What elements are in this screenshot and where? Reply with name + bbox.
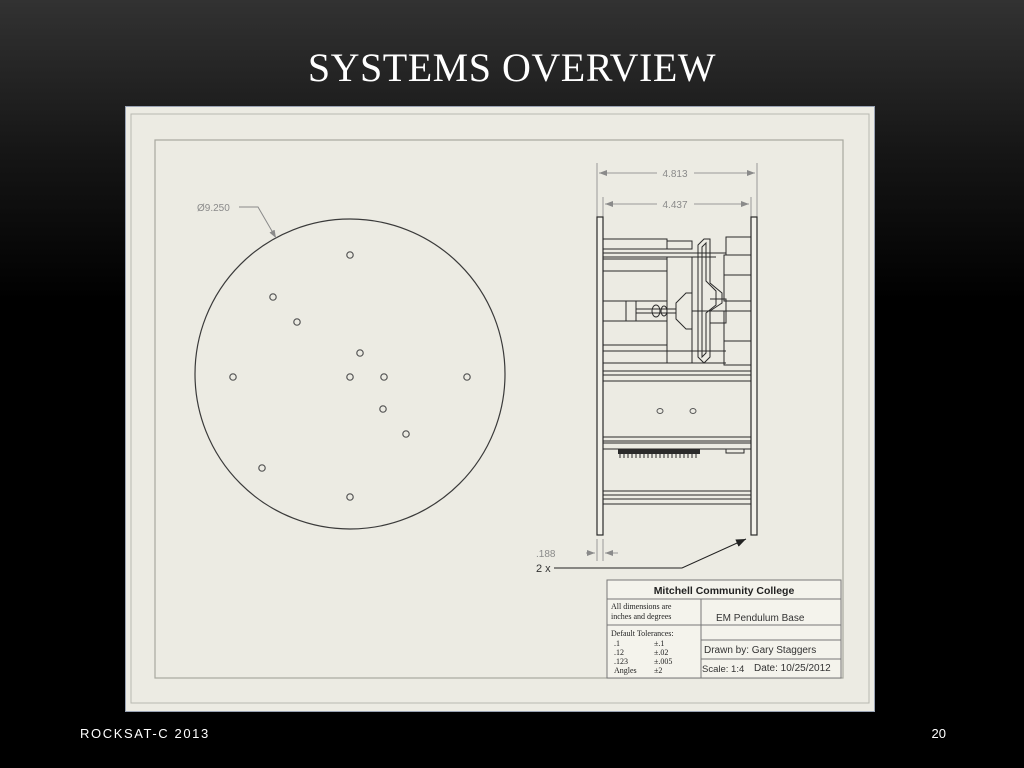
scale: Scale: 1:4 <box>702 664 745 675</box>
mounting-hole <box>347 374 353 380</box>
tol-1-label: .1 <box>614 639 620 648</box>
mounting-hole <box>347 252 353 258</box>
diameter-label: Ø9.250 <box>197 203 230 214</box>
middle-shelf <box>603 371 751 441</box>
footer-label: ROCKSAT-C 2013 <box>80 726 210 741</box>
tolerances-heading: Default Tolerances: <box>611 629 674 638</box>
slide-title: SYSTEMS OVERVIEW <box>307 45 717 90</box>
plate-count-leader <box>554 539 746 568</box>
dim-overall-width: 4.813 <box>662 169 688 180</box>
pendulum-mechanism <box>603 237 751 365</box>
tol-3-label: .123 <box>614 657 628 666</box>
mounting-hole <box>230 374 236 380</box>
units-note-line1: All dimensions are <box>611 602 672 611</box>
mounting-hole <box>357 350 363 356</box>
title-block <box>607 580 841 678</box>
tol-2-label: .12 <box>614 648 624 657</box>
mounting-holes <box>230 252 470 500</box>
mounting-hole <box>381 374 387 380</box>
mounting-hole <box>294 319 300 325</box>
dim-plate-thickness: .188 <box>536 549 556 560</box>
part-name: EM Pendulum Base <box>716 613 805 624</box>
mounting-hole <box>259 465 265 471</box>
assembly-side-view <box>536 163 757 575</box>
page-number: 20 <box>931 726 946 741</box>
tol-angle-value: ±2 <box>654 666 663 675</box>
mounting-hole <box>403 431 409 437</box>
mounting-hole <box>380 406 386 412</box>
mounting-hole <box>347 494 353 500</box>
date: Date: 10/25/2012 <box>754 663 831 674</box>
diameter-leader <box>239 207 276 238</box>
title-block-organization: Mitchell Community College <box>653 585 795 597</box>
drawn-by: Drawn by: Gary Staggers <box>704 645 817 656</box>
electronics-board <box>603 443 751 458</box>
dim-inner-width: 4.437 <box>662 200 688 211</box>
engineering-drawing <box>125 106 875 712</box>
tol-3-value: ±.005 <box>654 657 673 666</box>
base-plate-top-view <box>195 203 505 529</box>
drawing-canvas <box>126 107 874 711</box>
units-note-line2: inches and degrees <box>611 612 672 621</box>
tol-2-value: ±.02 <box>654 648 669 657</box>
end-plate-left <box>597 217 603 535</box>
lower-section <box>603 491 751 504</box>
dim-plate-count: 2 x <box>536 563 551 575</box>
mounting-hole <box>464 374 470 380</box>
mounting-hole <box>270 294 276 300</box>
end-plate-right <box>751 217 757 535</box>
tol-angle-label: Angles <box>614 666 637 675</box>
tol-1-value: ±.1 <box>654 639 665 648</box>
